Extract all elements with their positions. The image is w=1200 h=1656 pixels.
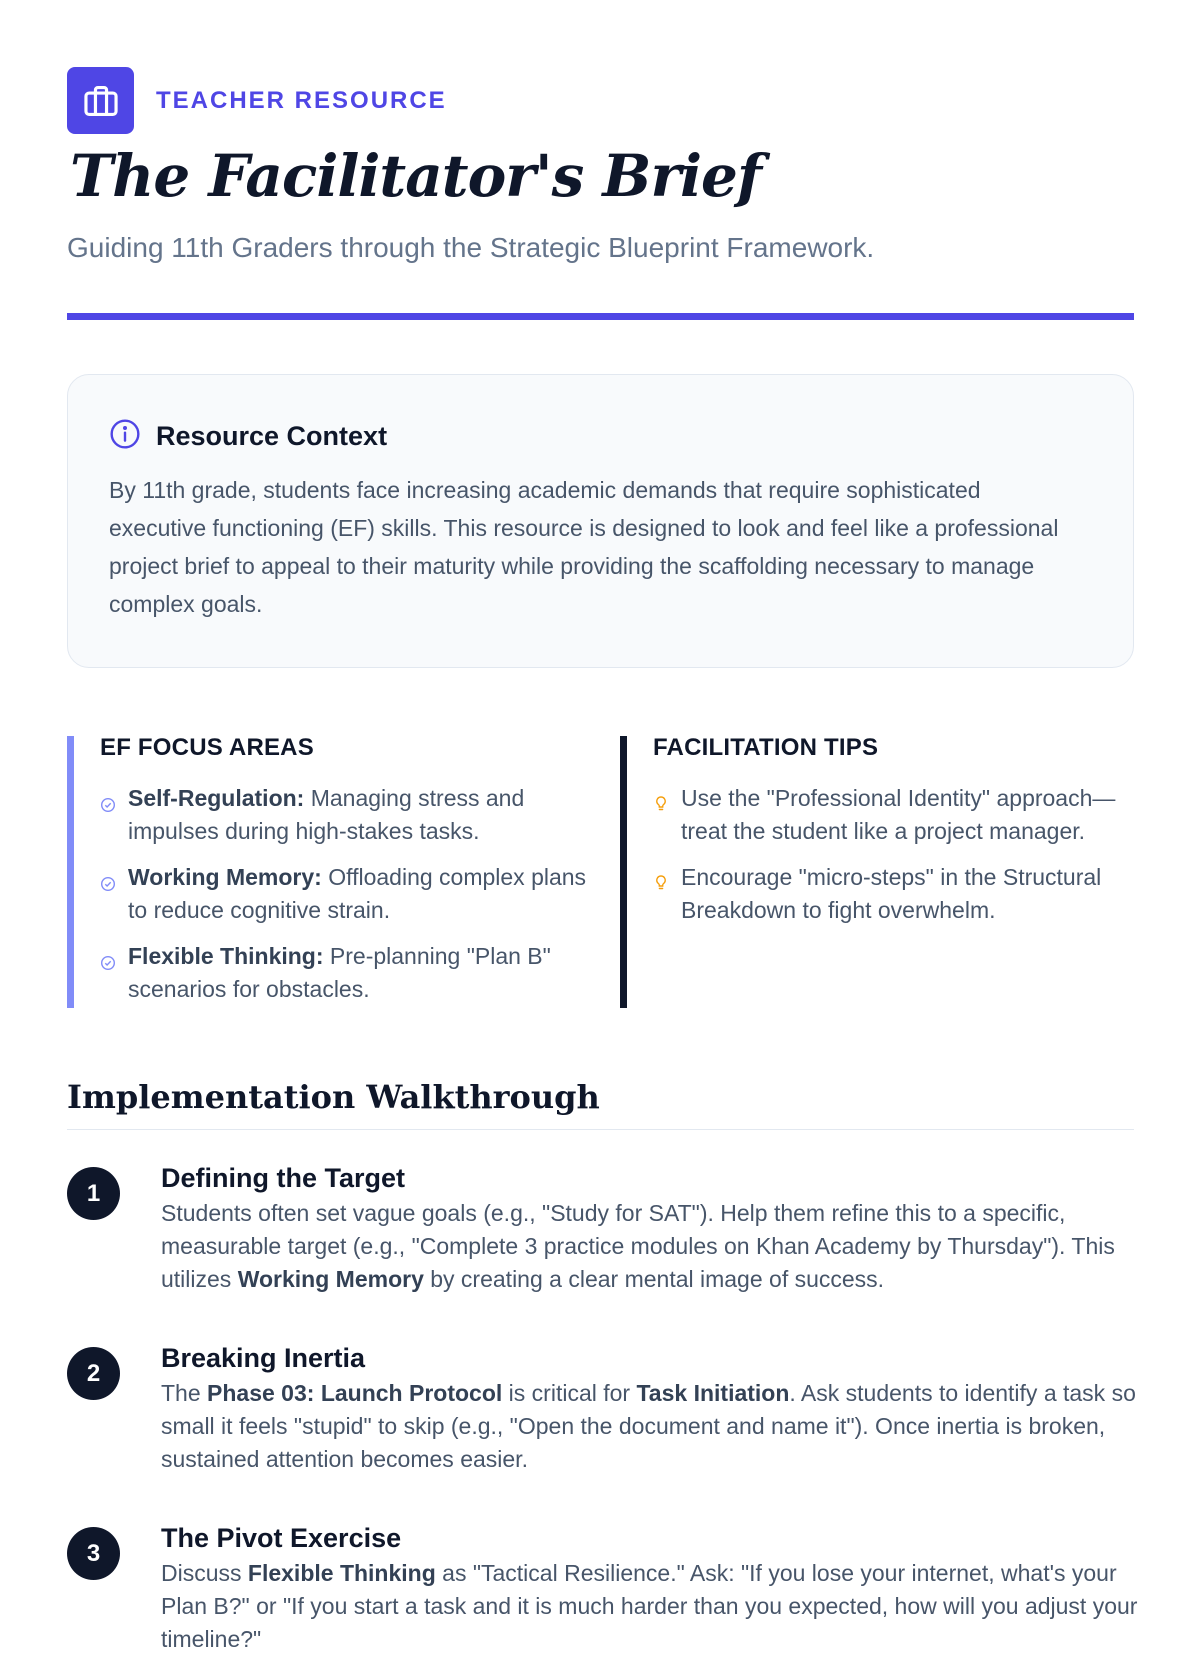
list-item: [100, 861, 587, 927]
resource-context-title: Resource Context: [156, 420, 388, 451]
step-number-badge: 2: [67, 1347, 120, 1400]
list-item: [100, 940, 587, 1006]
step-title: Breaking Inertia: [161, 1343, 366, 1373]
check-circle-icon: [100, 947, 118, 980]
focus-text: Offloading complex plans to reduce cognitive strain.: [128, 864, 587, 923]
step-title: The Pivot Exercise: [161, 1523, 402, 1553]
facilitation-tips: [620, 736, 1134, 1008]
step-description: Students often set vague goals (e.g., "Study for SAT"). Help them refine this to a specific, measurable target (e.g., "Complete 3 practice modules on Khan Academy by Thursday"). This utilizes Working Memory by creating a clear mental image of success.: [161, 1200, 1115, 1292]
step-title: Defining the Target: [161, 1163, 406, 1193]
focus-term: Flexible Thinking:: [128, 943, 324, 969]
step-number-badge: 1: [67, 1167, 120, 1220]
ef-focus-heading: EF FOCUS AREAS: [100, 734, 314, 761]
page-title: The Facilitator's Brief: [70, 142, 761, 210]
resource-context-header: [109, 415, 1092, 457]
step-body: [161, 1341, 1141, 1476]
walkthrough-heading: Implementation Walkthrough: [67, 1078, 600, 1116]
walkthrough-divider: [67, 1129, 1134, 1130]
tip-text: Use the "Professional Identity" approach—treat the student like a project manager.: [681, 785, 1116, 844]
resource-context-body: By 11th grade, students face increasing academic demands that require sophisticated executive functioning (EF) skills. This resource is designed to look and feel like a professional project brief to appeal to their maturity while providing the scaffolding necessary to manage complex goals.: [109, 477, 1059, 617]
lightbulb-icon: [653, 789, 671, 822]
badge-label: TEACHER RESOURCE: [156, 86, 447, 114]
step-body: [161, 1161, 1141, 1296]
lightbulb-icon: [653, 868, 671, 901]
focus-text: Pre-planning "Plan B" scenarios for obstacles.: [128, 943, 551, 1002]
ef-focus-areas: [67, 736, 587, 1008]
header-divider: [67, 313, 1134, 320]
info-icon: [109, 418, 141, 455]
focus-term: Self-Regulation:: [128, 785, 305, 811]
step-body: [161, 1521, 1141, 1656]
step-description: Discuss Flexible Thinking as "Tactical Resilience." Ask: "If you lose your internet, what's your Plan B?" or "If you start a task and it is much harder than you expected, how will you adjust your timeline?": [161, 1560, 1138, 1652]
facilitation-tips-list: [653, 782, 1134, 927]
ef-focus-list: [100, 782, 587, 1006]
list-item: [653, 861, 1134, 927]
briefcase-icon: [67, 67, 134, 134]
tip-text: Encourage "micro-steps" in the Structural Breakdown to fight overwhelm.: [681, 864, 1102, 923]
list-item: [653, 782, 1134, 848]
facilitation-tips-heading: FACILITATION TIPS: [653, 734, 879, 761]
focus-text: Managing stress and impulses during high-stakes tasks.: [128, 785, 525, 844]
resource-badge: [67, 67, 447, 134]
focus-term: Working Memory:: [128, 864, 322, 890]
list-item: [100, 782, 587, 848]
resource-context-card: [67, 374, 1134, 668]
check-circle-icon: [100, 789, 118, 822]
check-circle-icon: [100, 868, 118, 901]
step-description: The Phase 03: Launch Protocol is critical for Task Initiation. Ask students to identify a task so small it feels "stupid" to skip (e.g., "Open the document and name it"). Once inertia is broken, sustained attention becomes easier.: [161, 1380, 1136, 1472]
page-subtitle: Guiding 11th Graders through the Strategic Blueprint Framework.: [67, 232, 875, 263]
step-number-badge: 3: [67, 1527, 120, 1580]
